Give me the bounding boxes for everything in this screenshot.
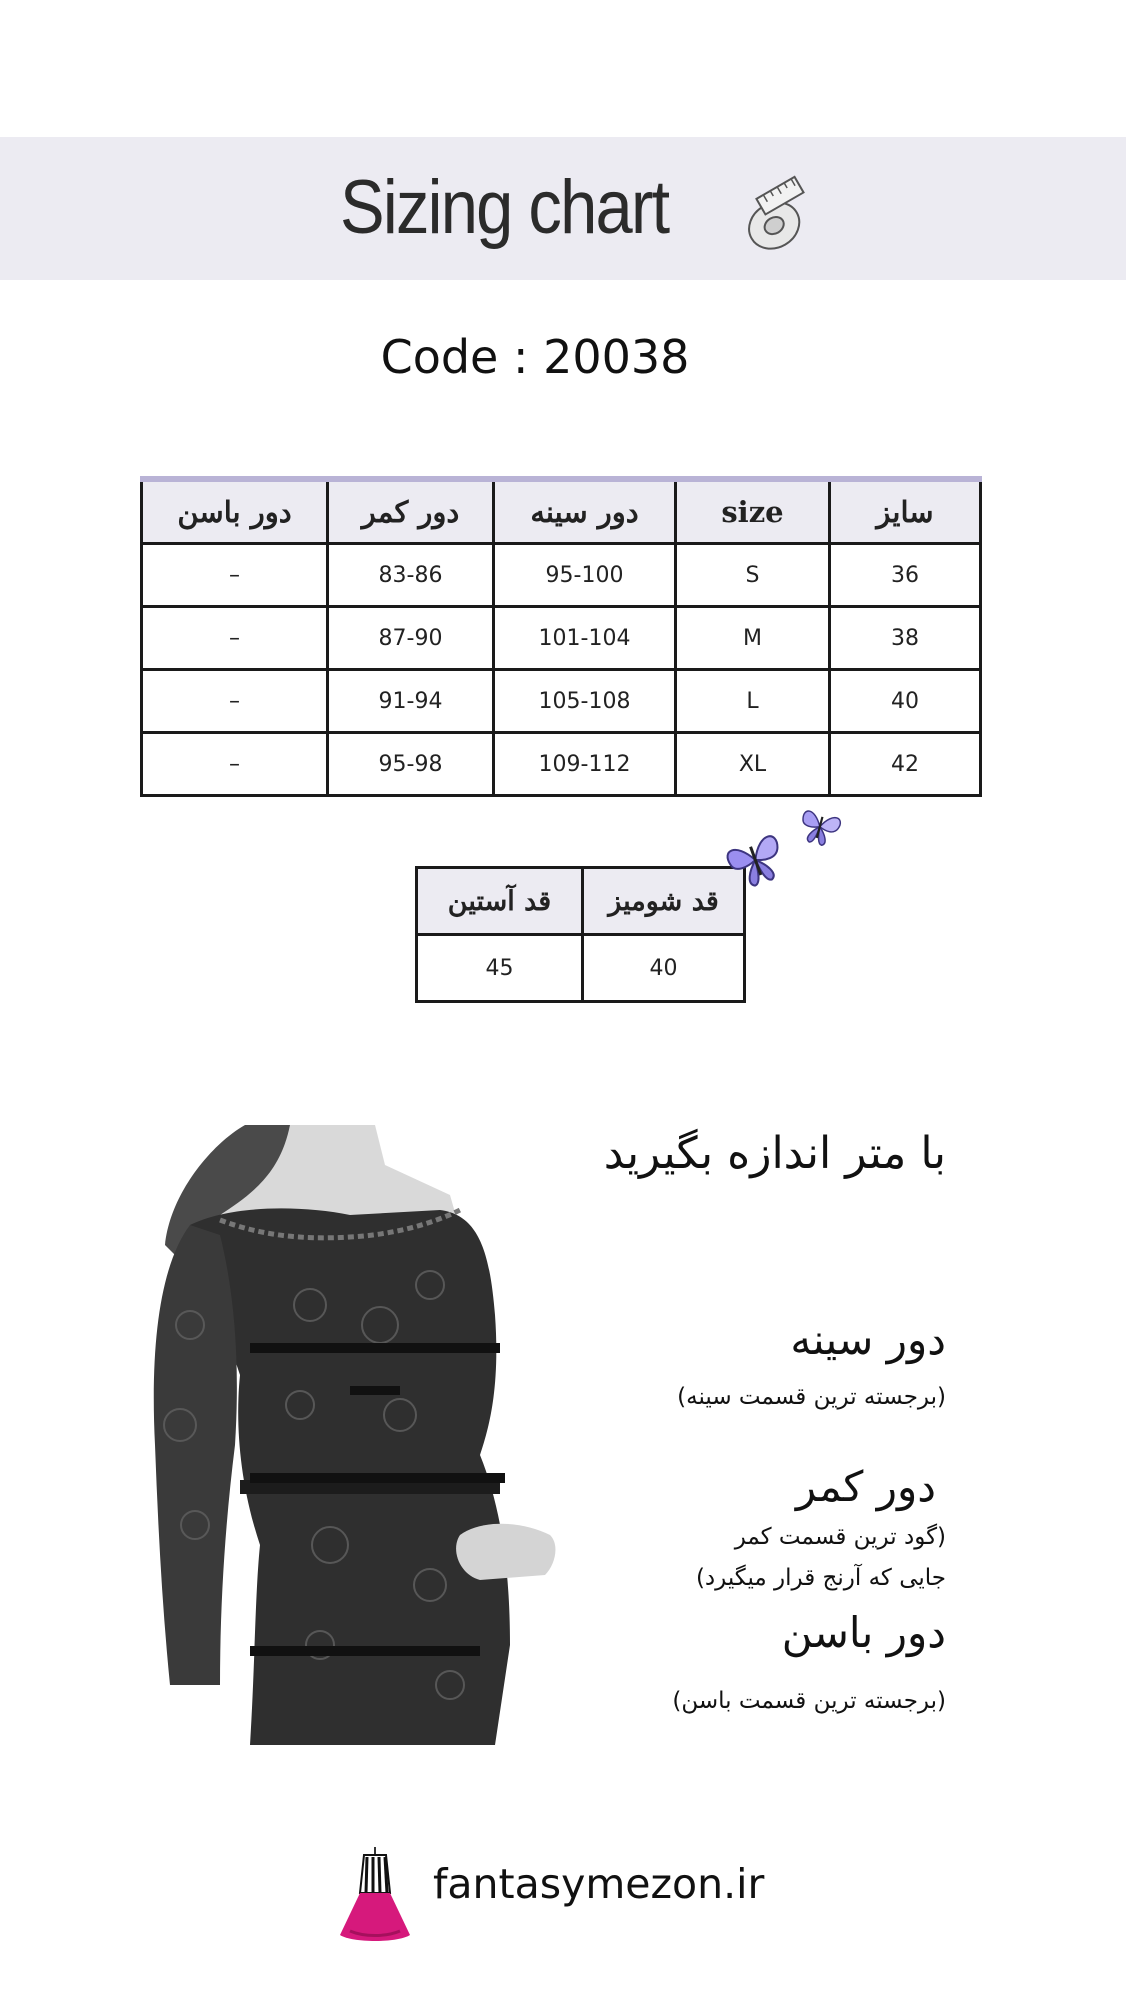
sleeve-length-cell: 45 xyxy=(417,935,583,1002)
bust-label: دور سینه xyxy=(790,1315,946,1364)
table-row xyxy=(142,733,981,796)
bust-cell: 101-104 xyxy=(494,607,676,670)
table-row xyxy=(142,670,981,733)
dress-logo-icon xyxy=(338,1843,412,1945)
hip-label: دور باسن xyxy=(781,1608,946,1657)
butterfly-icon xyxy=(796,802,844,850)
hip-cell: – xyxy=(142,607,328,670)
size-en-cell: XL xyxy=(676,733,830,796)
size-fa-cell: 36 xyxy=(830,544,981,607)
waist-cell: 83-86 xyxy=(328,544,494,607)
bust-cell: 109-112 xyxy=(494,733,676,796)
header-hip: دور باسن xyxy=(142,479,328,544)
length-table xyxy=(415,866,746,1003)
header-sleeve-length: قد آستین xyxy=(417,868,583,935)
waist-note: (گود ترین قسمت کمر xyxy=(734,1524,946,1550)
table-row xyxy=(142,607,981,670)
size-en-cell: L xyxy=(676,670,830,733)
table-row xyxy=(142,544,981,607)
model-photo xyxy=(150,1125,570,1745)
butterfly-icon xyxy=(722,826,788,892)
hip-cell: – xyxy=(142,544,328,607)
header-size-en: size xyxy=(676,479,830,544)
bust-note: (برجسته ترین قسمت سینه) xyxy=(677,1384,946,1410)
size-en-cell: S xyxy=(676,544,830,607)
table-row xyxy=(417,935,745,1002)
size-fa-cell: 40 xyxy=(830,670,981,733)
waist-cell: 95-98 xyxy=(328,733,494,796)
size-fa-cell: 42 xyxy=(830,733,981,796)
measure-title: با متر اندازه بگیرید xyxy=(603,1128,946,1179)
header-blouse-length: قد شومیز xyxy=(583,868,745,935)
header-size-fa: سایز xyxy=(830,479,981,544)
header-waist: دور کمر xyxy=(328,479,494,544)
bust-cell: 95-100 xyxy=(494,544,676,607)
size-en-cell: M xyxy=(676,607,830,670)
page-title: Sizing chart xyxy=(340,165,669,250)
waist-cell: 87-90 xyxy=(328,607,494,670)
hip-note: (برجسته ترین قسمت باسن) xyxy=(672,1688,946,1714)
size-table-header-row xyxy=(142,479,981,544)
blouse-length-cell: 40 xyxy=(583,935,745,1002)
header-bust: دور سینه xyxy=(494,479,676,544)
waist-label: دور کمر xyxy=(795,1462,936,1511)
length-table-header-row xyxy=(417,868,745,935)
hip-cell: – xyxy=(142,733,328,796)
measuring-tape-icon xyxy=(730,172,820,262)
size-table xyxy=(140,476,982,797)
waist-note: جایی که آرنج قرار میگیرد) xyxy=(695,1565,946,1591)
hip-cell: – xyxy=(142,670,328,733)
bust-cell: 105-108 xyxy=(494,670,676,733)
site-url: fantasymezon.ir xyxy=(433,1860,765,1908)
size-fa-cell: 38 xyxy=(830,607,981,670)
product-code: Code : 20038 xyxy=(380,330,690,384)
waist-cell: 91-94 xyxy=(328,670,494,733)
